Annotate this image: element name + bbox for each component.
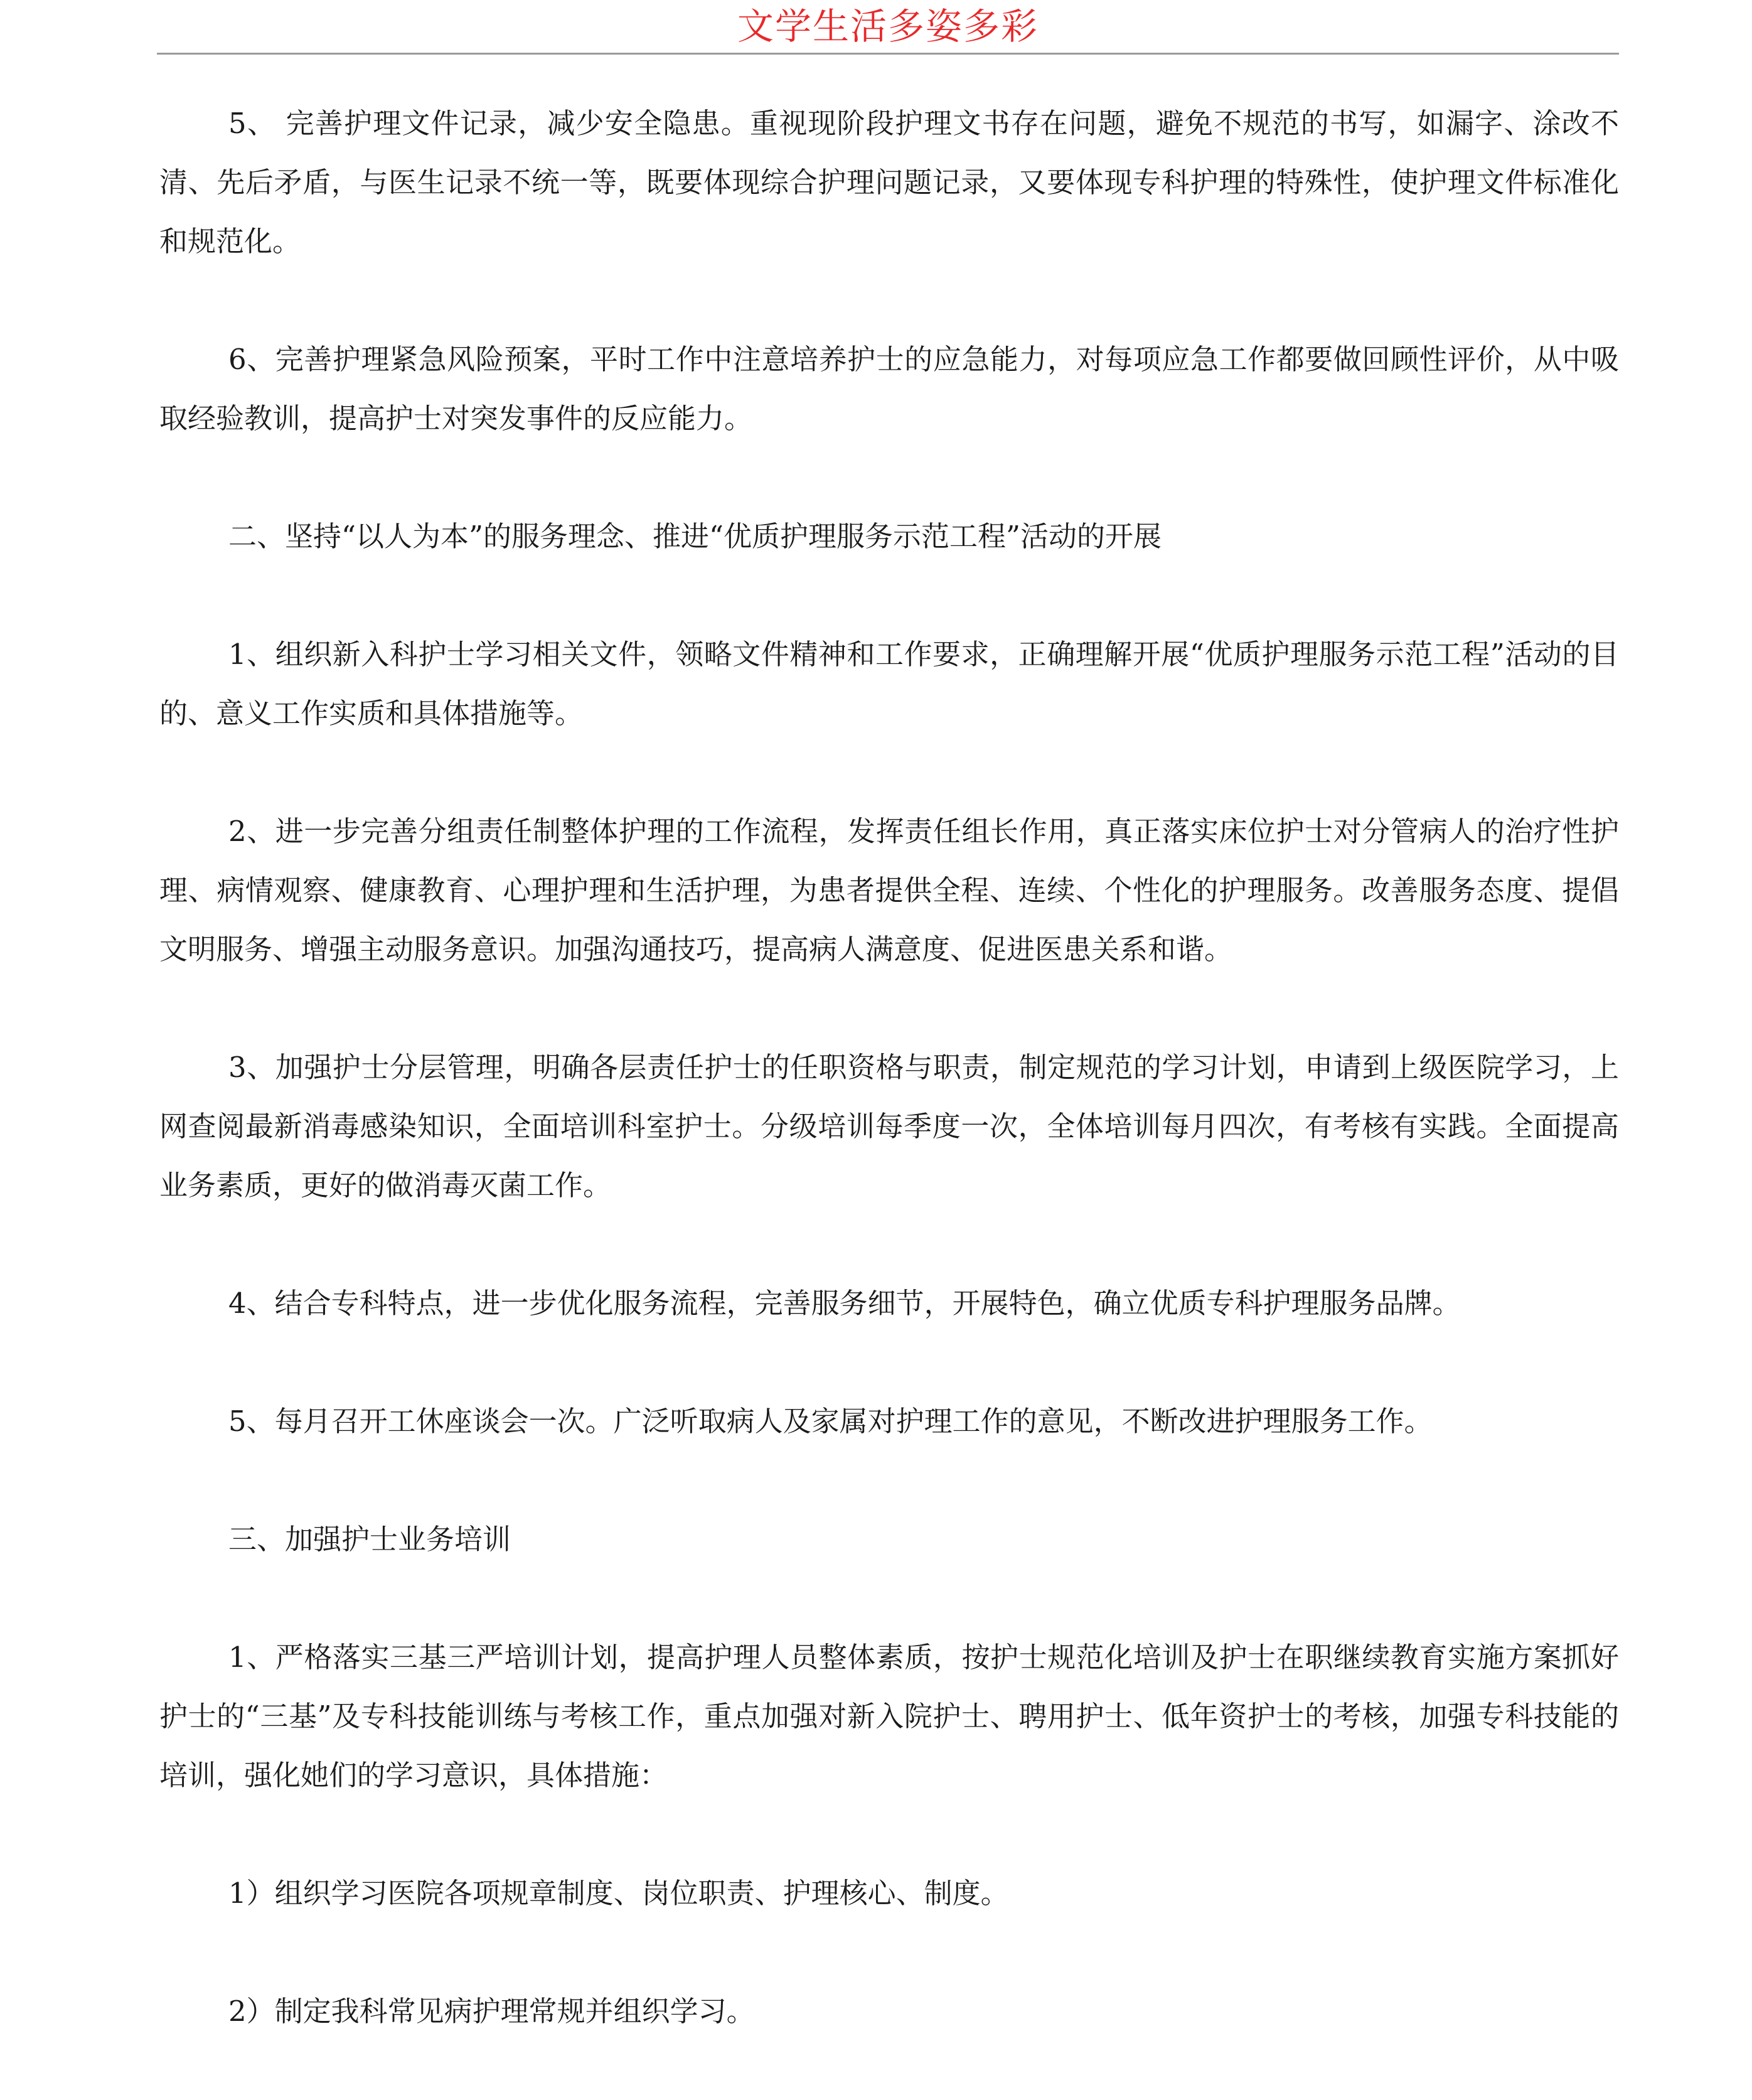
paragraph-2-4: 4、结合专科特点，进一步优化服务流程，完善服务细节，开展特色，确立优质专科护理服务品牌。 xyxy=(228,1287,1461,1320)
header-title: 文学生活多姿多彩 xyxy=(737,5,1039,48)
section-heading-2: 二、坚持“以人为本”的服务理念、推进“优质护理服务示范工程”活动的开展 xyxy=(228,520,1162,553)
document-body xyxy=(159,94,1619,2100)
section-heading-3: 三、加强护士业务培训 xyxy=(228,1523,511,1556)
paragraph-2-5: 5、每月召开工休座谈会一次。广泛听取病人及家属对护理工作的意见，不断改进护理服务工作。 xyxy=(228,1405,1433,1438)
paragraph-item-5: 5、 完善护理文件记录，减少安全隐患。重视现阶段护理文书存在问题，避免不规范的书写，如漏字、涂改不清、先后矛盾，与医生记录不统一等，既要体现综合护理问题记录，又要体现专科护理的特殊性，使护理文件标准化和规范化。 xyxy=(159,107,1619,258)
paragraph-2-1: 1、组织新入科护士学习相关文件，领略文件精神和工作要求，正确理解开展“优质护理服务示范工程”活动的目的、意义工作实质和具体措施等。 xyxy=(159,638,1619,730)
sub-item-1: 1）组织学习医院各项规章制度、岗位职责、护理核心、制度。 xyxy=(228,1877,1009,1910)
paragraph-2-3: 3、加强护士分层管理，明确各层责任护士的任职资格与职责，制定规范的学习计划，申请到上级医院学习，上网查阅最新消毒感染知识，全面培训科室护士。分级培训每季度一次，全体培训每月四次，有考核有实践。全面提高业务素质，更好的做消毒灭菌工作。 xyxy=(159,1051,1619,1202)
page-header xyxy=(157,0,1619,55)
paragraph-3-1: 1、严格落实三基三严培训计划，提高护理人员整体素质，按护士规范化培训及护士在职继续教育实施方案抓好护士的“三基”及专科技能训练与考核工作，重点加强对新入院护士、聘用护士、低年资护士的考核，加强专科技能的培训，强化她们的学习意识，具体措施： xyxy=(159,1641,1619,1792)
paragraph-2-2: 2、进一步完善分组责任制整体护理的工作流程，发挥责任组长作用，真正落实床位护士对分管病人的治疗性护理、病情观察、健康教育、心理护理和生活护理，为患者提供全程、连续、个性化的护理服务。改善服务态度、提倡文明服务、增强主动服务意识。加强沟通技巧，提高病人满意度、促进医患关系和谐。 xyxy=(159,815,1619,966)
paragraph-item-6: 6、完善护理紧急风险预案，平时工作中注意培养护士的应急能力，对每项应急工作都要做回顾性评价，从中吸取经验教训，提高护士对突发事件的反应能力。 xyxy=(159,343,1619,435)
sub-item-2: 2）制定我科常见病护理常规并组织学习。 xyxy=(228,1995,755,2028)
